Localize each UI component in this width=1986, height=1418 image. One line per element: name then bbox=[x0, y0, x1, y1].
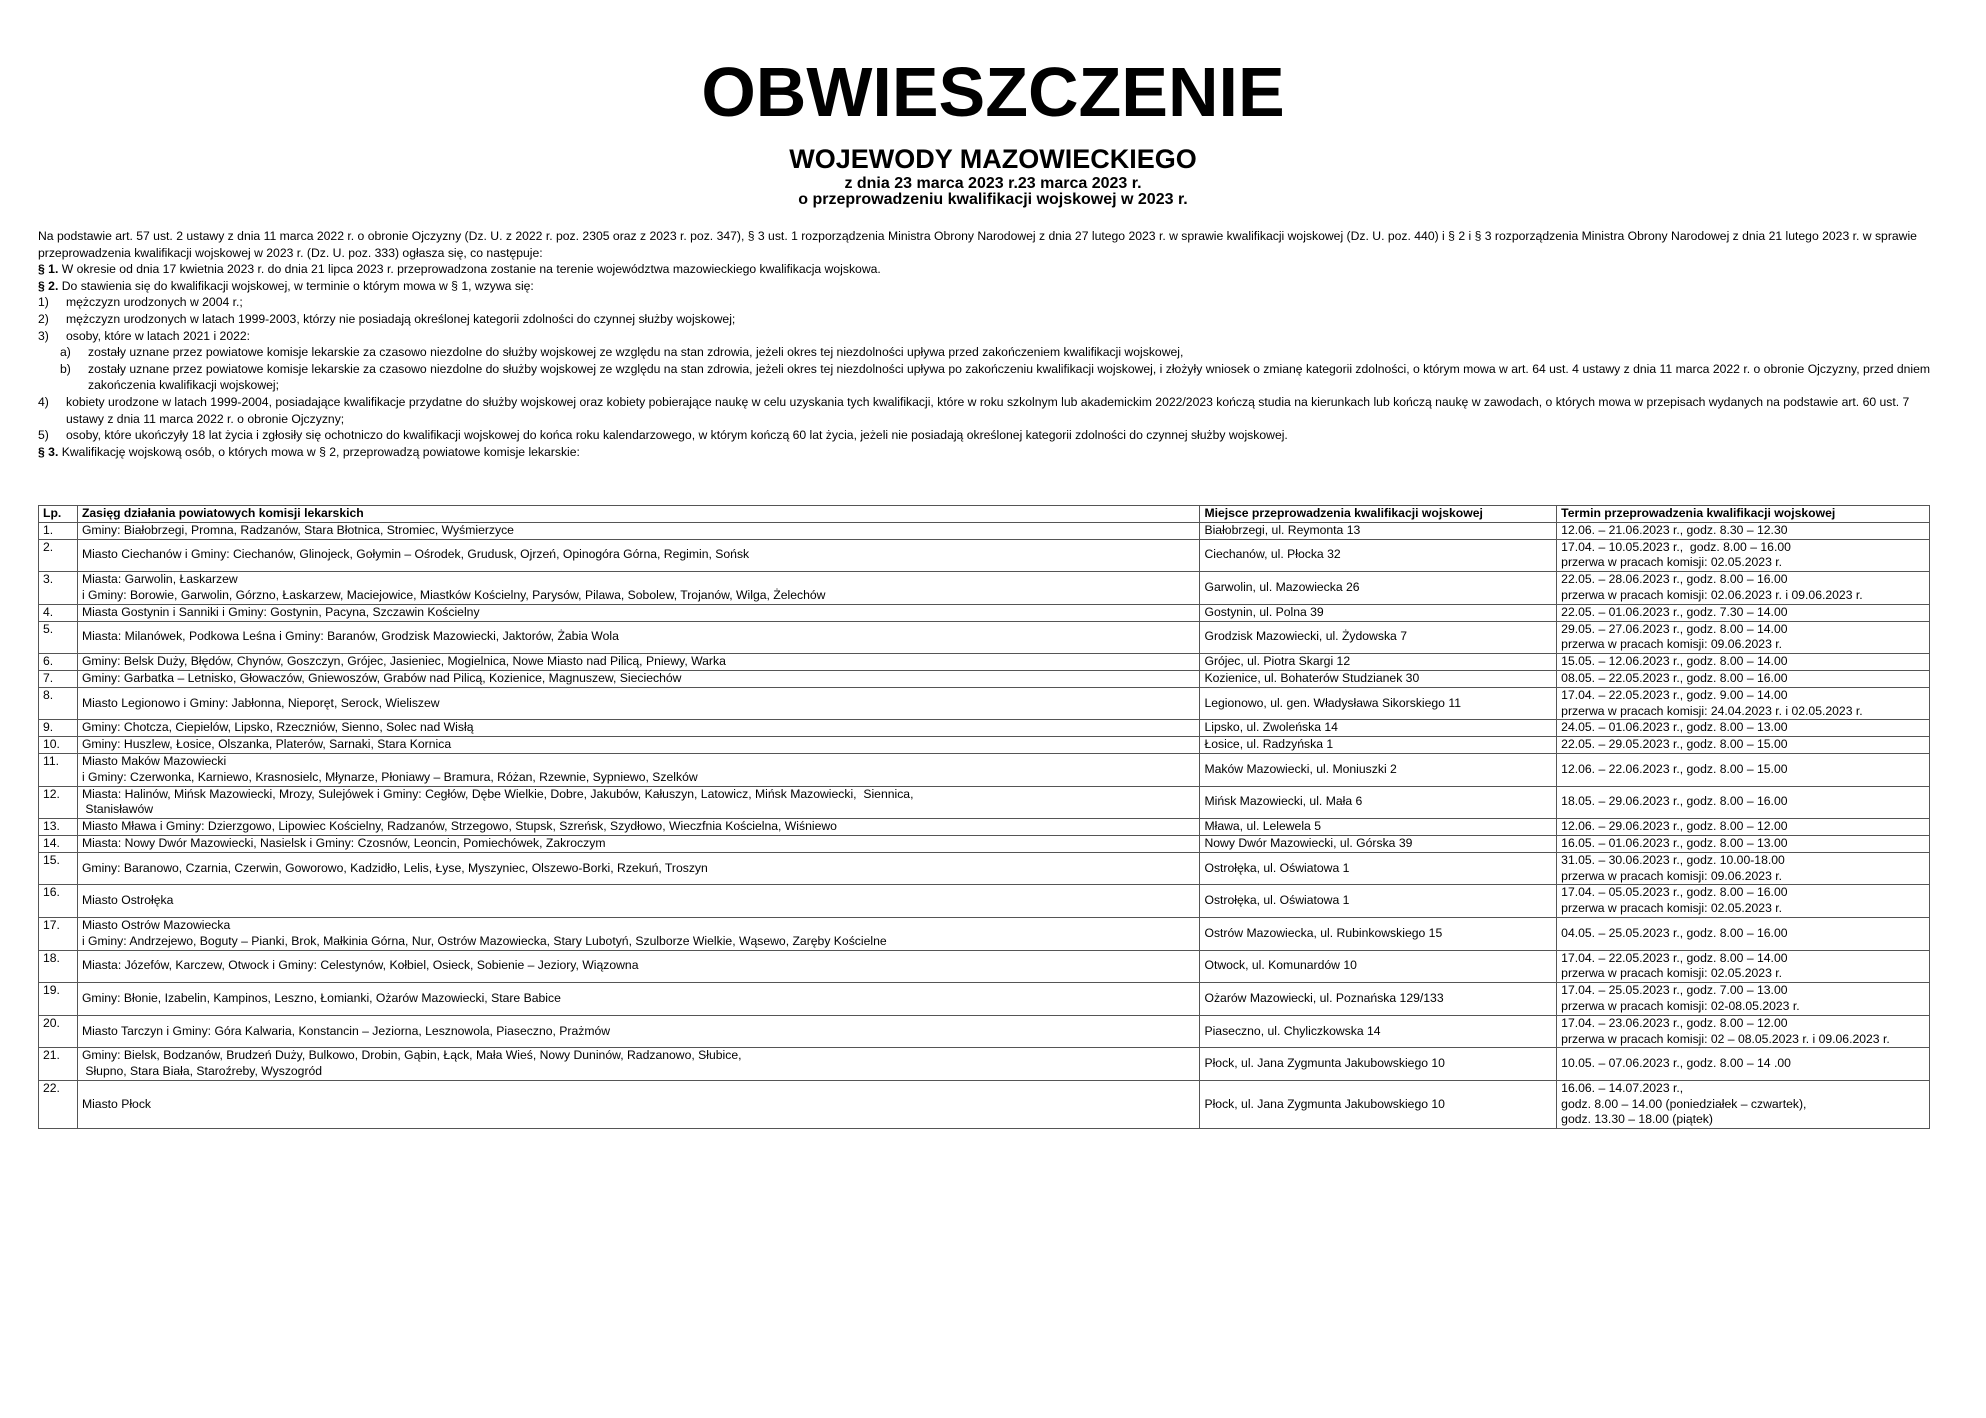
cell-miejsce: Ostrów Mazowiecka, ul. Rubinkowskiego 15 bbox=[1200, 917, 1557, 950]
qualification-table bbox=[38, 505, 1930, 1129]
paragraph-3-label: § 3. bbox=[38, 444, 59, 459]
cell-lp: 22. bbox=[39, 1080, 78, 1128]
table-row bbox=[39, 819, 1930, 836]
cell-zasieg-line: Miasto Ostrołęka bbox=[81, 893, 174, 908]
cell-termin-line: 31.05. – 30.06.2023 r., godz. 10.00-18.00 bbox=[1561, 852, 1785, 867]
cell-zasieg bbox=[77, 950, 1200, 983]
cell-zasieg-line: Miasto Mława i Gminy: Dzierzgowo, Lipowiec Kościelny, Radzanów, Strzegowo, Stupsk, Szreńsk, Szydłowo, Wieczfnia Kościelna, Wiśniewo bbox=[81, 819, 837, 834]
cell-termin-line: 24.05. – 01.06.2023 r., godz. 8.00 – 13.00 bbox=[1561, 720, 1788, 735]
cell-miejsce: Otwock, ul. Komunardów 10 bbox=[1200, 950, 1557, 983]
cell-termin-line: 12.06. – 29.06.2023 r., godz. 8.00 – 12.00 bbox=[1561, 819, 1788, 834]
list-item-number: 5) bbox=[38, 428, 49, 443]
cell-miejsce: Mława, ul. Lelewela 5 bbox=[1200, 819, 1557, 836]
cell-zasieg bbox=[77, 917, 1200, 950]
cell-lp: 10. bbox=[39, 737, 78, 754]
cell-termin bbox=[1557, 819, 1930, 836]
cell-termin-line: 16.05. – 01.06.2023 r., godz. 8.00 – 13.00 bbox=[1561, 835, 1788, 850]
cell-miejsce: Mińsk Mazowiecki, ul. Mała 6 bbox=[1200, 786, 1557, 819]
cell-termin bbox=[1557, 885, 1930, 918]
table-row bbox=[39, 572, 1930, 605]
cell-lp: 3. bbox=[39, 572, 78, 605]
cell-termin-line: przerwa w pracach komisji: 09.06.2023 r. bbox=[1561, 868, 1783, 883]
cell-miejsce: Nowy Dwór Mazowiecki, ul. Górska 39 bbox=[1200, 835, 1557, 852]
cell-termin bbox=[1557, 522, 1930, 539]
table-row bbox=[39, 1080, 1930, 1128]
cell-termin bbox=[1557, 572, 1930, 605]
cell-termin bbox=[1557, 539, 1930, 572]
table-row bbox=[39, 539, 1930, 572]
table-row bbox=[39, 835, 1930, 852]
cell-lp: 15. bbox=[39, 852, 78, 885]
table-row bbox=[39, 983, 1930, 1016]
cell-lp: 9. bbox=[39, 720, 78, 737]
list-item-number: 2) bbox=[38, 311, 49, 326]
sub-list-item-text: zostały uznane przez powiatowe komisje lekarskie za czasowo niezdolne do służby wojskowej ze względu na stan zdrowia, jeżeli okres tej niezdolności upływa po zakończeniu kwalifikacji wojskowej, i złożyły wniosek o zmianę kategorii zdolności, o którym mowa w art. 64 ust. 4 ustawy z dnia 11 marca 2022 r. o obronie Ojczyzny, przed dniem zakończenia kwalifikacji wojskowej; bbox=[88, 361, 1931, 393]
cell-zasieg-line: Gminy: Belsk Duży, Błędów, Chynów, Goszczyn, Grójec, Jasieniec, Mogielnica, Nowe Miasto nad Pilicą, Pniewy, Warka bbox=[81, 654, 726, 669]
document-date: z dnia 23 marca 2023 r.23 marca 2023 r. bbox=[844, 175, 1142, 192]
cell-termin-line: 22.05. – 29.05.2023 r., godz. 8.00 – 15.00 bbox=[1561, 737, 1788, 752]
cell-miejsce: Gostynin, ul. Polna 39 bbox=[1200, 604, 1557, 621]
table-row bbox=[39, 885, 1930, 918]
cell-lp: 18. bbox=[39, 950, 78, 983]
cell-zasieg-line: Miasto Ostrów Mazowiecka bbox=[81, 917, 231, 932]
cell-zasieg bbox=[77, 737, 1200, 754]
cell-termin bbox=[1557, 983, 1930, 1016]
cell-zasieg-line: Gminy: Białobrzegi, Promna, Radzanów, Stara Błotnica, Stromiec, Wyśmierzyce bbox=[81, 522, 514, 537]
table-body bbox=[39, 522, 1930, 1128]
cell-miejsce: Łosice, ul. Radzyńska 1 bbox=[1200, 737, 1557, 754]
cell-zasieg-line: Stanisławów bbox=[81, 802, 154, 817]
cell-termin-line: 12.06. – 22.06.2023 r., godz. 8.00 – 15.00 bbox=[1561, 761, 1788, 776]
cell-zasieg bbox=[77, 1015, 1200, 1048]
cell-zasieg bbox=[77, 983, 1200, 1016]
cell-zasieg bbox=[77, 852, 1200, 885]
cell-termin-line: przerwa w pracach komisji: 09.06.2023 r. bbox=[1561, 637, 1783, 652]
cell-miejsce: Kozienice, ul. Bohaterów Studzianek 30 bbox=[1200, 670, 1557, 687]
table-row bbox=[39, 654, 1930, 671]
table-row bbox=[39, 950, 1930, 983]
cell-termin bbox=[1557, 604, 1930, 621]
cell-termin-line: 16.06. – 14.07.2023 r., bbox=[1561, 1080, 1684, 1095]
cell-zasieg bbox=[77, 885, 1200, 918]
cell-miejsce: Płock, ul. Jana Zygmunta Jakubowskiego 10 bbox=[1200, 1080, 1557, 1128]
cell-miejsce: Ostrołęka, ul. Oświatowa 1 bbox=[1200, 852, 1557, 885]
cell-zasieg-line: Gminy: Bielsk, Bodzanów, Brudzeń Duży, Bulkowo, Drobin, Gąbin, Łąck, Mała Wieś, Nowy Duninów, Radzanowo, Słubice, bbox=[81, 1048, 742, 1063]
paragraph-3 bbox=[38, 444, 1950, 461]
cell-zasieg-line: Miasta: Garwolin, Łaskarzew bbox=[81, 572, 238, 587]
cell-termin-line: przerwa w pracach komisji: 02.06.2023 r. i 09.06.2023 r. bbox=[1561, 587, 1863, 602]
cell-zasieg-line: Miasto Legionowo i Gminy: Jabłonna, Nieporęt, Serock, Wieliszew bbox=[81, 695, 440, 710]
cell-lp: 20. bbox=[39, 1015, 78, 1048]
sub-list-item bbox=[38, 344, 1950, 361]
list-item-number: 1) bbox=[38, 295, 49, 310]
cell-termin bbox=[1557, 1015, 1930, 1048]
cell-lp: 8. bbox=[39, 687, 78, 720]
paragraph-2-text: Do stawienia się do kwalifikacji wojskowej, w terminie o którym mowa w § 1, wzywa się: bbox=[58, 278, 534, 293]
cell-termin-line: 17.04. – 22.05.2023 r., godz. 9.00 – 14.00 bbox=[1561, 687, 1788, 702]
cell-zasieg-line: Gminy: Baranowo, Czarnia, Czerwin, Goworowo, Kadzidło, Lelis, Łyse, Myszyniec, Olszewo-Borki, Rzekuń, Troszyn bbox=[81, 860, 708, 875]
table-row bbox=[39, 522, 1930, 539]
cell-miejsce: Garwolin, ul. Mazowiecka 26 bbox=[1200, 572, 1557, 605]
cell-termin-line: 22.05. – 01.06.2023 r., godz. 7.30 – 14.00 bbox=[1561, 604, 1788, 619]
cell-miejsce: Grójec, ul. Piotra Skargi 12 bbox=[1200, 654, 1557, 671]
cell-termin-line: 12.06. – 21.06.2023 r., godz. 8.30 – 12.30 bbox=[1561, 522, 1788, 537]
paragraph-2-label: § 2. bbox=[38, 278, 59, 293]
cell-lp: 12. bbox=[39, 786, 78, 819]
cell-zasieg-line: Słupno, Stara Biała, Staroźreby, Wyszogród bbox=[81, 1064, 323, 1079]
cell-zasieg bbox=[77, 687, 1200, 720]
cell-termin bbox=[1557, 670, 1930, 687]
table-row bbox=[39, 786, 1930, 819]
cell-termin bbox=[1557, 687, 1930, 720]
cell-termin bbox=[1557, 1048, 1930, 1081]
document-title: OBWIESZCZENIE bbox=[701, 53, 1285, 131]
document-subtitle: WOJEWODY MAZOWIECKIEGO bbox=[789, 144, 1197, 174]
table-row bbox=[39, 753, 1930, 786]
table-row bbox=[39, 687, 1930, 720]
cell-zasieg-line: Miasta: Nowy Dwór Mazowiecki, Nasielsk i Gminy: Czosnów, Leoncin, Pomiechówek, Zakroczym bbox=[81, 835, 606, 850]
paragraph-1 bbox=[38, 261, 1950, 278]
cell-termin-line: 10.05. – 07.06.2023 r., godz. 8.00 – 14 .00 bbox=[1561, 1056, 1791, 1071]
cell-termin-line: 04.05. – 25.05.2023 r., godz. 8.00 – 16.00 bbox=[1561, 925, 1788, 940]
cell-termin-line: 17.04. – 23.06.2023 r., godz. 8.00 – 12.00 bbox=[1561, 1015, 1788, 1030]
cell-termin bbox=[1557, 917, 1930, 950]
cell-lp: 7. bbox=[39, 670, 78, 687]
cell-termin bbox=[1557, 621, 1930, 654]
table-header-row bbox=[39, 506, 1930, 523]
cell-lp: 16. bbox=[39, 885, 78, 918]
cell-zasieg-line: i Gminy: Borowie, Garwolin, Górzno, Łaskarzew, Maciejowice, Miastków Kościelny, Parysów, Pilawa, Sobolew, Trojanów, Wilga, Żelechów bbox=[81, 587, 826, 602]
list-item-text: kobiety urodzone w latach 1999-2004, posiadające kwalifikacje przydatne do służby wojskowej oraz kobiety pobierające naukę w celu uzyskania tych kwalifikacji, które w roku szkolnym lub akademickim 2022/2023 kończą studia na kierunkach lub kończą naukę w zawodach, o których mowa w przepisach wydanych na podstawie art. 60 ust. 7 ustawy z dnia 11 marca 2022 r. o obronie Ojczyzny; bbox=[66, 394, 1910, 426]
cell-termin-line: 17.04. – 10.05.2023 r., godz. 8.00 – 16.00 bbox=[1561, 539, 1791, 554]
cell-miejsce: Ciechanów, ul. Płocka 32 bbox=[1200, 539, 1557, 572]
cell-zasieg bbox=[77, 835, 1200, 852]
cell-miejsce: Ostrołęka, ul. Oświatowa 1 bbox=[1200, 885, 1557, 918]
paragraph-1-text: W okresie od dnia 17 kwietnia 2023 r. do dnia 21 lipca 2023 r. przeprowadzona zostanie na terenie województwa mazowieckiego kwalifikacja wojskowa. bbox=[58, 262, 881, 277]
cell-termin-line: 17.04. – 25.05.2023 r., godz. 7.00 – 13.00 bbox=[1561, 983, 1788, 998]
cell-zasieg bbox=[77, 670, 1200, 687]
cell-zasieg-line: Miasta: Milanówek, Podkowa Leśna i Gminy: Baranów, Grodzisk Mazowiecki, Jaktorów, Żabia Wola bbox=[81, 629, 619, 644]
table-row bbox=[39, 670, 1930, 687]
cell-termin bbox=[1557, 1080, 1930, 1128]
cell-zasieg-line: Gminy: Chotcza, Ciepielów, Lipsko, Rzeczniów, Sienno, Solec nad Wisłą bbox=[81, 720, 474, 735]
cell-zasieg bbox=[77, 753, 1200, 786]
table-row bbox=[39, 621, 1930, 654]
list-item bbox=[38, 328, 1950, 345]
table-row bbox=[39, 737, 1930, 754]
list-item-text: osoby, które ukończyły 18 lat życia i zgłosiły się ochotniczo do kwalifikacji wojskowej do końca roku kalendarzowego, w którym kończą 60 lat życia, jeżeli nie posiadają określonej kategorii zdolności do czynnej służby wojskowej. bbox=[66, 428, 1288, 443]
cell-miejsce: Legionowo, ul. gen. Władysława Sikorskiego 11 bbox=[1200, 687, 1557, 720]
cell-zasieg-line: Miasto Tarczyn i Gminy: Góra Kalwaria, Konstancin – Jeziorna, Lesznowola, Piaseczno, Prażmów bbox=[81, 1023, 611, 1038]
list-item-number: 3) bbox=[38, 328, 49, 343]
header-miejsce: Miejsce przeprowadzenia kwalifikacji wojskowej bbox=[1200, 506, 1557, 523]
cell-zasieg-line: Gminy: Huszlew, Łosice, Olszanka, Platerów, Sarnaki, Stara Kornica bbox=[81, 737, 452, 752]
cell-miejsce: Płock, ul. Jana Zygmunta Jakubowskiego 10 bbox=[1200, 1048, 1557, 1081]
table-row bbox=[39, 1015, 1930, 1048]
list-item bbox=[38, 394, 1950, 427]
cell-zasieg bbox=[77, 819, 1200, 836]
cell-zasieg bbox=[77, 621, 1200, 654]
cell-termin-line: 22.05. – 28.06.2023 r., godz. 8.00 – 16.00 bbox=[1561, 572, 1788, 587]
cell-termin-line: przerwa w pracach komisji: 02.05.2023 r. bbox=[1561, 555, 1783, 570]
cell-lp: 2. bbox=[39, 539, 78, 572]
paragraph-1-label: § 1. bbox=[38, 262, 59, 277]
cell-termin bbox=[1557, 737, 1930, 754]
sub-list-item-text: zostały uznane przez powiatowe komisje lekarskie za czasowo niezdolne do służby wojskowej ze względu na stan zdrowia, jeżeli okres tej niezdolności upływa przed zakończeniem kwalifikacji wojskowej, bbox=[88, 345, 1184, 360]
cell-termin-line: 08.05. – 22.05.2023 r., godz. 8.00 – 16.00 bbox=[1561, 670, 1788, 685]
cell-termin-line: godz. 8.00 – 14.00 (poniedziałek – czwartek), bbox=[1561, 1096, 1807, 1111]
cell-zasieg-line: i Gminy: Czerwonka, Karniewo, Krasnosielc, Młynarze, Płoniawy – Bramura, Różan, Rzewnie, Sypniewo, Szelków bbox=[81, 769, 698, 784]
cell-lp: 1. bbox=[39, 522, 78, 539]
cell-zasieg bbox=[77, 1048, 1200, 1081]
table-row bbox=[39, 604, 1930, 621]
list-item bbox=[38, 427, 1950, 444]
cell-lp: 17. bbox=[39, 917, 78, 950]
cell-termin-line: przerwa w pracach komisji: 02.05.2023 r. bbox=[1561, 901, 1783, 916]
cell-termin-line: przerwa w pracach komisji: 02.05.2023 r. bbox=[1561, 966, 1783, 981]
cell-termin-line: przerwa w pracach komisji: 02 – 08.05.2023 r. i 09.06.2023 r. bbox=[1561, 1031, 1890, 1046]
cell-zasieg bbox=[77, 720, 1200, 737]
intro-paragraph: Na podstawie art. 57 ust. 2 ustawy z dnia 11 marca 2022 r. o obronie Ojczyzny (Dz. U. z 2022 r. poz. 2305 oraz z 2023 r. poz. 347), § 3 ust. 1 rozporządzenia Ministra Obrony Narodowej z dnia 27 lutego 2023 r. w sprawie kwalifikacji wojskowej (Dz. U. poz. 440) i § 2 i § 3 rozporządzenia Ministra Obrony Narodowej z dnia 21 lutego 2023 r. w sprawie przeprowadzenia kwalifikacji wojskowej w 2023 r. (Dz. U. poz. 333) ogłasza się, co następuje: bbox=[38, 229, 1917, 260]
cell-zasieg-line: Miasto Ciechanów i Gminy: Ciechanów, Glinojeck, Gołymin – Ośrodek, Grudusk, Ojrzeń, Opinogóra Górna, Regimin, Sońsk bbox=[81, 547, 750, 562]
cell-termin-line: przerwa w pracach komisji: 24.04.2023 r. i 02.05.2023 r. bbox=[1561, 703, 1863, 718]
cell-lp: 14. bbox=[39, 835, 78, 852]
cell-zasieg bbox=[77, 539, 1200, 572]
cell-zasieg-line: Miasto Płock bbox=[81, 1096, 152, 1111]
list-item-number: 4) bbox=[38, 394, 49, 409]
header-lp: Lp. bbox=[39, 506, 78, 523]
paragraph-3-text: Kwalifikację wojskową osób, o których mowa w § 2, przeprowadzą powiatowe komisje lekarskie: bbox=[58, 444, 580, 459]
cell-termin-line: 17.04. – 22.05.2023 r., godz. 8.00 – 14.00 bbox=[1561, 950, 1788, 965]
cell-miejsce: Ożarów Mazowiecki, ul. Poznańska 129/133 bbox=[1200, 983, 1557, 1016]
document-body bbox=[38, 228, 1950, 460]
header-zasieg: Zasięg działania powiatowych komisji lekarskich bbox=[77, 506, 1200, 523]
cell-zasieg-line: Gminy: Błonie, Izabelin, Kampinos, Leszno, Łomianki, Ożarów Mazowiecki, Stare Babice bbox=[81, 991, 561, 1005]
list-item bbox=[38, 294, 1950, 311]
cell-termin bbox=[1557, 786, 1930, 819]
cell-zasieg-line: i Gminy: Andrzejewo, Boguty – Pianki, Brok, Małkinia Górna, Nur, Ostrów Mazowiecka, Stary Lubotyń, Szulborze Wielkie, Wąsewo, Zaręby Kościelne bbox=[81, 933, 887, 948]
table-row bbox=[39, 917, 1930, 950]
cell-lp: 4. bbox=[39, 604, 78, 621]
cell-termin-line: 17.04. – 05.05.2023 r., godz. 8.00 – 16.00 bbox=[1561, 885, 1788, 900]
cell-termin-line: 18.05. – 29.06.2023 r., godz. 8.00 – 16.00 bbox=[1561, 794, 1788, 809]
sub-list-item-letter: b) bbox=[60, 361, 71, 376]
cell-zasieg-line: Miasto Maków Mazowiecki bbox=[81, 753, 227, 768]
list-item bbox=[38, 311, 1950, 328]
cell-lp: 21. bbox=[39, 1048, 78, 1081]
cell-termin bbox=[1557, 720, 1930, 737]
sub-list-item bbox=[38, 361, 1950, 394]
cell-termin-line: 29.05. – 27.06.2023 r., godz. 8.00 – 14.00 bbox=[1561, 621, 1788, 636]
cell-termin bbox=[1557, 852, 1930, 885]
cell-zasieg bbox=[77, 1080, 1200, 1128]
cell-zasieg-line: Miasta: Halinów, Mińsk Mazowiecki, Mrozy, Sulejówek i Gminy: Cegłów, Dębe Wielkie, Dobre, Jakubów, Kałuszyn, Latowicz, Mińsk Mazowiecki, Siennica, bbox=[81, 786, 914, 801]
cell-lp: 19. bbox=[39, 983, 78, 1016]
cell-lp: 11. bbox=[39, 753, 78, 786]
sub-list-item-letter: a) bbox=[60, 345, 71, 360]
cell-miejsce: Białobrzegi, ul. Reymonta 13 bbox=[1200, 522, 1557, 539]
cell-zasieg bbox=[77, 522, 1200, 539]
cell-termin bbox=[1557, 654, 1930, 671]
cell-zasieg bbox=[77, 572, 1200, 605]
cell-zasieg bbox=[77, 654, 1200, 671]
header-termin: Termin przeprowadzenia kwalifikacji wojskowej bbox=[1557, 506, 1930, 523]
cell-miejsce: Maków Mazowiecki, ul. Moniuszki 2 bbox=[1200, 753, 1557, 786]
document-topic: o przeprowadzeniu kwalifikacji wojskowej w 2023 r. bbox=[798, 191, 1188, 208]
cell-zasieg bbox=[77, 786, 1200, 819]
cell-termin-line: 15.05. – 12.06.2023 r., godz. 8.00 – 14.00 bbox=[1561, 654, 1788, 669]
cell-miejsce: Grodzisk Mazowiecki, ul. Żydowska 7 bbox=[1200, 621, 1557, 654]
table-row bbox=[39, 852, 1930, 885]
cell-lp: 13. bbox=[39, 819, 78, 836]
cell-miejsce: Piaseczno, ul. Chyliczkowska 14 bbox=[1200, 1015, 1557, 1048]
list-item-text: mężczyzn urodzonych w 2004 r.; bbox=[66, 295, 243, 310]
list-item-text: osoby, które w latach 2021 i 2022: bbox=[66, 328, 251, 343]
cell-zasieg-line: Gminy: Garbatka – Letnisko, Głowaczów, Gniewoszów, Grabów nad Pilicą, Kozienice, Magnuszew, Sieciechów bbox=[81, 670, 682, 685]
list-item-text: mężczyzn urodzonych w latach 1999-2003, którzy nie posiadają określonej kategorii zdolności do czynnej służby wojskowej; bbox=[66, 311, 736, 326]
cell-termin bbox=[1557, 950, 1930, 983]
paragraph-2 bbox=[38, 278, 1950, 295]
cell-lp: 5. bbox=[39, 621, 78, 654]
cell-zasieg bbox=[77, 604, 1200, 621]
cell-termin-line: przerwa w pracach komisji: 02-08.05.2023 r. bbox=[1561, 998, 1800, 1013]
table-row bbox=[39, 1048, 1930, 1081]
cell-termin bbox=[1557, 835, 1930, 852]
cell-termin bbox=[1557, 753, 1930, 786]
cell-termin-line: godz. 13.30 – 18.00 (piątek) bbox=[1561, 1112, 1713, 1127]
cell-miejsce: Lipsko, ul. Zwoleńska 14 bbox=[1200, 720, 1557, 737]
cell-zasieg-line: Miasta: Józefów, Karczew, Otwock i Gminy: Celestynów, Kołbiel, Osieck, Sobienie – Jeziory, Wiązowna bbox=[81, 958, 639, 973]
cell-zasieg-line: Miasta Gostynin i Sanniki i Gminy: Gostynin, Pacyna, Szczawin Kościelny bbox=[81, 604, 480, 619]
table-row bbox=[39, 720, 1930, 737]
cell-lp: 6. bbox=[39, 654, 78, 671]
